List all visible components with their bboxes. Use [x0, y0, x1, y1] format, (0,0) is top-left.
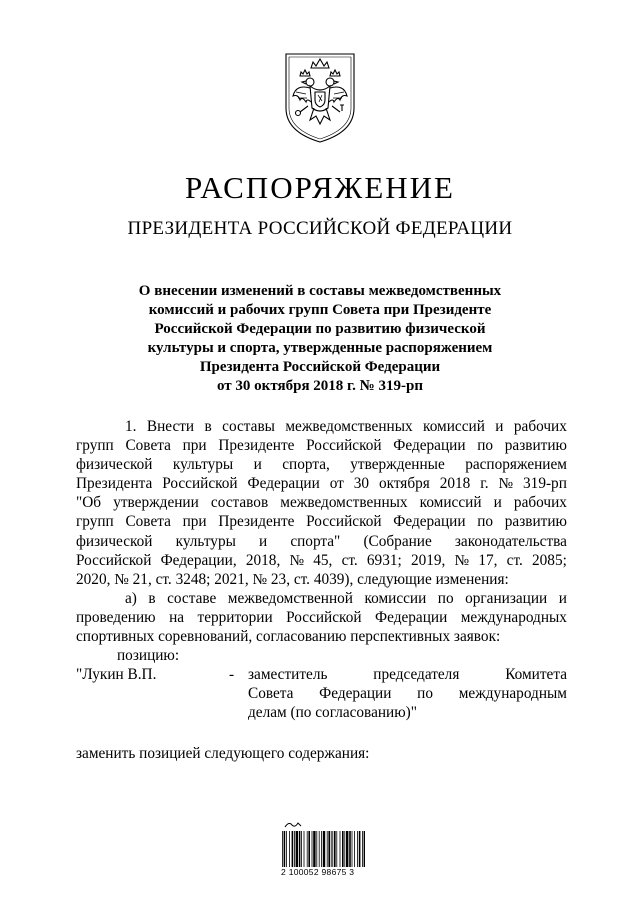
word: комиссий — [419, 494, 482, 512]
word: законодательства — [454, 532, 567, 550]
word: 2019, — [410, 551, 446, 569]
word: Федерации — [375, 608, 448, 626]
word: групп — [76, 437, 114, 455]
barcode-bar — [336, 831, 337, 867]
word: по — [477, 513, 494, 531]
heading-line: Президента Российской Федерации — [199, 359, 441, 375]
barcode-bar — [346, 831, 348, 867]
word: международным — [458, 685, 567, 703]
word: Федерации — [319, 685, 392, 703]
barcode-bar — [340, 831, 341, 867]
barcode-bar — [327, 831, 328, 867]
paragraph-last-line: спортивных соревнований, согласованию перспективных заявок: — [76, 628, 501, 646]
word: 45, — [313, 551, 333, 569]
word: территории — [197, 608, 273, 626]
word: при — [182, 513, 207, 531]
word: Российской — [286, 608, 362, 626]
word: утверждении — [113, 494, 199, 512]
word: Внести — [146, 418, 195, 435]
word: "Об — [76, 494, 102, 512]
word: комиссии — [364, 589, 427, 607]
word: распоряжением — [465, 456, 567, 474]
word: в — [204, 418, 212, 435]
barcode-bar — [362, 831, 363, 867]
word: (Собрание — [363, 532, 432, 550]
replacement-text: заменить позицией следующего содержания: — [76, 745, 370, 762]
word: культуры — [172, 456, 234, 474]
barcode-bar — [289, 831, 290, 867]
barcode-bar — [334, 831, 336, 867]
position-label: позицию: — [117, 647, 180, 665]
word: на — [169, 608, 185, 626]
word: заместитель — [248, 666, 328, 684]
word: составы — [222, 418, 275, 435]
justified-line — [76, 512, 567, 531]
heading-line: Российской Федерации по развитию физической — [154, 321, 486, 337]
word: физической — [76, 532, 153, 550]
word: а) — [125, 589, 137, 607]
word: спорта" — [290, 532, 341, 550]
word: 2085; — [532, 551, 567, 569]
word: председателя — [373, 666, 460, 684]
word: проведению — [76, 608, 156, 626]
heading-line: О внесении изменений в составы межведомственных — [138, 283, 502, 299]
word: Президенте — [218, 437, 295, 455]
barcode-bar — [344, 831, 345, 867]
barcode-bar — [328, 831, 330, 867]
justified-line — [76, 532, 567, 551]
position-dash: - — [229, 666, 235, 684]
heading-line: культуры и спорта, утвержденные распоряжением — [147, 340, 493, 356]
word: 17, — [478, 551, 498, 569]
word: 319-рп — [523, 475, 567, 493]
paragraph-last-line: 2020, № 21, ст. 3248; 2021, № 23, ст. 4039), следующие изменения: — [76, 570, 509, 588]
barcode-bar — [301, 831, 302, 867]
word: 30 — [353, 475, 370, 493]
document-type-title: РАСПОРЯЖЕНИЕ — [185, 170, 455, 205]
position-description-last-line: делам (по согласованию)" — [248, 704, 417, 722]
word: Федерации, — [160, 551, 237, 569]
word: Федерации — [247, 475, 320, 493]
barcode-bar — [286, 831, 287, 867]
word: групп — [76, 513, 114, 531]
justified-line — [76, 551, 567, 570]
word: и — [259, 532, 268, 550]
barcode-bar — [299, 831, 301, 867]
barcode — [281, 831, 365, 867]
heading-line: комиссий и рабочих групп Совета при Президенте — [148, 302, 492, 318]
position-person-name: "Лукин В.П. — [76, 666, 157, 684]
word: и — [495, 418, 504, 435]
subparagraph-a — [76, 589, 567, 646]
word: Российской — [162, 475, 238, 493]
word: рабочих — [513, 494, 567, 512]
word: в — [148, 589, 156, 607]
document-body — [76, 417, 567, 722]
justified-line — [76, 436, 567, 455]
word: Федерации — [393, 513, 466, 531]
word: утвержденные — [350, 456, 445, 474]
word: Российской — [76, 551, 152, 569]
barcode-bar — [308, 831, 310, 867]
word: при — [182, 437, 207, 455]
barcode-bar — [304, 831, 305, 867]
word: межведомственных — [280, 494, 408, 512]
word: спорта, — [282, 456, 330, 474]
word: межведомственных — [285, 418, 413, 435]
barcode-bar — [312, 831, 313, 867]
word: Совета — [125, 437, 171, 455]
word: № — [454, 551, 470, 569]
word: и — [253, 456, 262, 474]
barcode-bar — [349, 831, 351, 867]
barcode-bar — [364, 831, 365, 867]
barcode-bar — [352, 831, 353, 867]
barcode-bar — [359, 831, 361, 867]
word: 6931; — [366, 551, 402, 569]
word: от — [329, 475, 344, 493]
barcode-bar — [354, 831, 355, 867]
barcode-bar — [292, 831, 294, 867]
word: Федерации — [393, 437, 466, 455]
word: составе — [167, 589, 217, 607]
barcode-bar — [321, 831, 322, 867]
word: организации — [465, 589, 548, 607]
justified-line — [76, 417, 567, 436]
word: развитию — [504, 513, 567, 531]
barcode-bar — [342, 831, 344, 867]
barcode-bar — [319, 831, 320, 867]
barcode-bar — [331, 831, 332, 867]
position-description — [248, 665, 567, 722]
word: ст. — [341, 551, 358, 569]
barcode-bar — [294, 831, 295, 867]
word: Совета — [125, 513, 171, 531]
word: № — [289, 551, 305, 569]
word: Президенте — [218, 513, 295, 531]
word: и — [558, 589, 567, 607]
word: по — [477, 437, 494, 455]
position-entry — [76, 665, 567, 722]
word: г. — [480, 475, 489, 493]
barcode-number: 2 100052 98675 3 — [281, 867, 355, 877]
barcode-bar — [282, 831, 283, 867]
heading-line: от 30 октября 2018 г. № 319-рп — [217, 378, 423, 394]
word: по — [437, 589, 454, 607]
word: международных — [460, 608, 567, 626]
word: № — [498, 475, 514, 493]
word: ст. — [506, 551, 523, 569]
word: Российской — [306, 437, 382, 455]
word: Российской — [306, 513, 382, 531]
justified-line — [248, 684, 567, 703]
justified-line — [76, 474, 567, 493]
word: культуры — [175, 532, 236, 550]
word: по — [417, 685, 433, 703]
justified-line — [76, 589, 567, 608]
word: Комитета — [505, 666, 567, 684]
justified-line — [248, 665, 567, 684]
word: межведомственной — [227, 589, 353, 607]
word: комиссий — [423, 418, 485, 435]
barcode-bar — [307, 831, 308, 867]
word: октября — [378, 475, 430, 493]
word: 2018, — [245, 551, 281, 569]
word: составов — [210, 494, 269, 512]
word: развитию — [504, 437, 567, 455]
barcode-bar — [313, 831, 315, 867]
barcode-mark-icon — [283, 820, 303, 829]
barcode-bar — [323, 831, 325, 867]
paragraph-1 — [76, 417, 567, 589]
barcode-bar — [332, 831, 333, 867]
barcode-bar — [296, 831, 298, 867]
justified-line — [76, 455, 567, 474]
document-heading — [100, 282, 540, 396]
word: и — [493, 494, 502, 512]
word: физической — [76, 456, 153, 474]
justified-line — [76, 493, 567, 512]
barcode-bar — [316, 831, 317, 867]
word: Совета — [248, 685, 294, 703]
word: Президента — [76, 475, 153, 493]
barcode-bar — [357, 831, 358, 867]
justified-line — [76, 608, 567, 627]
coat-of-arms-emblem — [278, 46, 362, 144]
word: 1. — [125, 418, 137, 435]
word: рабочих — [513, 418, 567, 435]
barcode-bar — [284, 831, 286, 867]
word: 2018 — [439, 475, 471, 493]
issuer-title: ПРЕЗИДЕНТА РОССИЙСКОЙ ФЕДЕРАЦИИ — [127, 218, 513, 239]
